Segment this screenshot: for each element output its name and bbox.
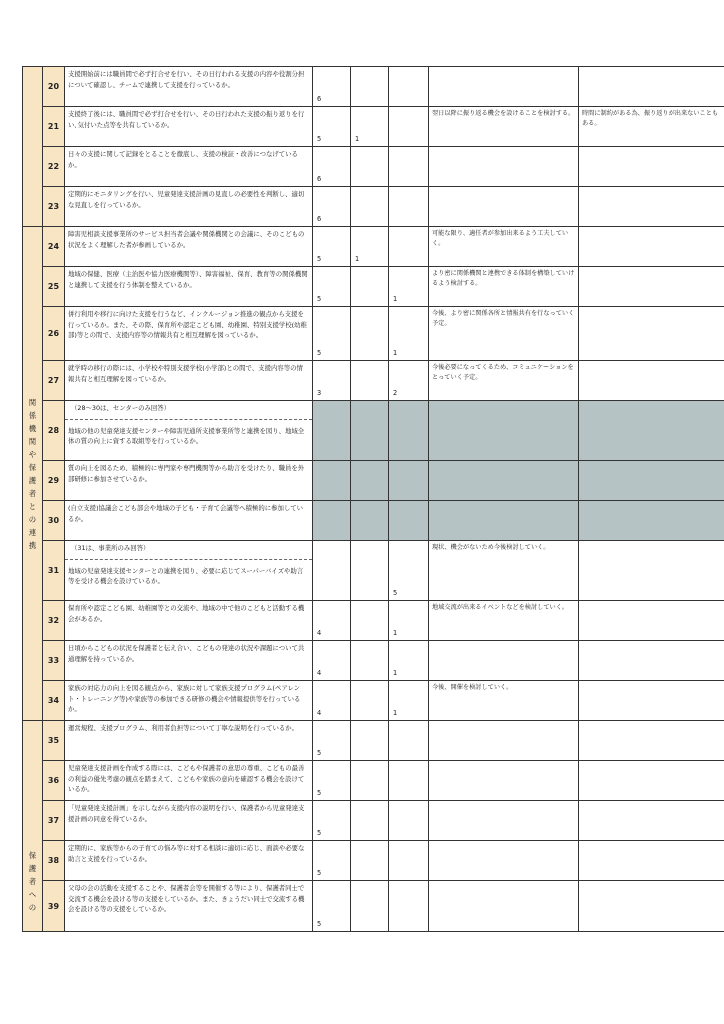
count-neutral	[351, 307, 389, 361]
row-number: 34	[43, 681, 65, 721]
question-text: 家族の対応力の向上を図る観点から、家族に対して家族支援プログラム(ペアレント・トレーニング等)や家族等の参加できる研修の機会や情報提供等を行っているか。	[68, 684, 301, 714]
row-number: 21	[43, 107, 65, 147]
table-row	[23, 681, 724, 721]
evaluation-table	[22, 66, 724, 932]
question-cell	[65, 541, 313, 601]
question-text: 質の向上を図るため、積極的に専門家や専門機関等から助言を受けたり、職員を外部研修に参加させているか。	[68, 464, 305, 483]
table-row	[23, 501, 724, 541]
improvement-comment	[429, 187, 579, 227]
question-text: 支援開始前には職員間で必ず打合せを行い、その日行われる支援の内容や役割分担について確認し、チームで連携して支援を行っているか。	[68, 70, 305, 89]
row-number: 35	[43, 721, 65, 761]
table-row	[23, 541, 724, 601]
count-neutral	[351, 541, 389, 601]
question-text: 地域の他の児童発達支援センターや障害児通所支援事業所等と連携を図り、地域全体の質の向上に資する取組等を行っているか。	[68, 426, 305, 446]
row-number: 30	[43, 501, 65, 541]
table-row	[23, 267, 724, 307]
row-number: 29	[43, 461, 65, 501]
count-yes	[313, 401, 351, 461]
category-relation	[23, 227, 43, 721]
table-row	[23, 601, 724, 641]
note-comment	[579, 67, 724, 107]
category-cell-blank	[23, 67, 43, 227]
category-parent-label: 保護者への	[28, 850, 37, 912]
table-row	[23, 107, 724, 147]
table-row	[23, 147, 724, 187]
count-no	[389, 401, 429, 461]
count-neutral	[351, 361, 389, 401]
count-neutral	[351, 147, 389, 187]
count-yes: 5	[313, 881, 351, 932]
note-comment	[579, 681, 724, 721]
row-number: 24	[43, 227, 65, 267]
count-yes: 6	[313, 187, 351, 227]
count-yes: 3	[313, 361, 351, 401]
table-row	[23, 641, 724, 681]
note-comment	[579, 761, 724, 801]
improvement-comment: 現状、機会がないため今後検討していく。	[429, 541, 579, 601]
question-text: 定期的にモニタリングを行い、児童発達支援計画の見直しの必要性を判断し、適切な見直しを行っているか。	[68, 190, 305, 209]
count-neutral	[351, 881, 389, 932]
question-cell	[65, 461, 313, 501]
count-neutral	[351, 761, 389, 801]
note-comment	[579, 801, 724, 841]
improvement-comment: 可能な限り、適任者が参加出来るよう工夫していく。	[429, 227, 579, 267]
note-comment	[579, 841, 724, 881]
improvement-comment: 翌日以降に振り返る機会を設けることを検討する。	[429, 107, 579, 147]
note-comment	[579, 881, 724, 932]
count-yes: 5	[313, 761, 351, 801]
count-no: 1	[389, 307, 429, 361]
improvement-comment	[429, 881, 579, 932]
count-no: 2	[389, 361, 429, 401]
count-no: 1	[389, 641, 429, 681]
count-no: 1	[389, 601, 429, 641]
note-comment	[579, 401, 724, 461]
count-yes: 4	[313, 601, 351, 641]
question-text: (自立支援)協議会こども部会や地域の子ども・子育て会議等へ積極的に参加しているか。	[68, 504, 304, 523]
row-number: 38	[43, 841, 65, 881]
count-yes: 5	[313, 801, 351, 841]
question-cell	[65, 147, 313, 187]
note-comment	[579, 187, 724, 227]
row-number: 27	[43, 361, 65, 401]
question-cell	[65, 227, 313, 267]
table-row	[23, 187, 724, 227]
question-cell	[65, 267, 313, 307]
category-parent	[23, 721, 43, 932]
count-neutral	[351, 641, 389, 681]
question-note: （31は、事業所のみ回答）	[65, 543, 312, 560]
question-cell	[65, 681, 313, 721]
improvement-comment	[429, 641, 579, 681]
improvement-comment	[429, 147, 579, 187]
question-text: 運営規程、支援プログラム、利用者負担等について丁寧な説明を行っているか。	[68, 724, 299, 732]
count-neutral	[351, 67, 389, 107]
improvement-comment	[429, 67, 579, 107]
question-cell	[65, 601, 313, 641]
row-number: 39	[43, 881, 65, 932]
table-row	[23, 67, 724, 107]
count-no	[389, 147, 429, 187]
improvement-comment	[429, 501, 579, 541]
table-row	[23, 401, 724, 461]
count-neutral: 1	[351, 107, 389, 147]
question-text: 支援終了後には、職員間で必ず打合せを行い、その日行われた支援の振り返りを行い､気付いた点等を共有しているか。	[68, 110, 305, 129]
count-neutral	[351, 721, 389, 761]
question-cell	[65, 361, 313, 401]
count-neutral	[351, 801, 389, 841]
count-no	[389, 881, 429, 932]
improvement-comment: 今後、開催を検討していく。	[429, 681, 579, 721]
count-yes: 5	[313, 267, 351, 307]
count-yes: 5	[313, 307, 351, 361]
question-text: 地域の児童発達支援センターとの連携を図り、必要に応じてスーパーバイズや助言等を受ける機会を設けているか。	[68, 566, 304, 586]
note-comment	[579, 307, 724, 361]
row-number: 22	[43, 147, 65, 187]
question-text: 児童発達支援計画を作成する際には、こどもや保護者の意思の尊重、こどもの最善の利益の優先考慮の観点を踏まえて、こどもや家族の意向を確認する機会を設けているか。	[68, 764, 305, 794]
note-comment	[579, 227, 724, 267]
count-no	[389, 67, 429, 107]
count-no: 5	[389, 541, 429, 601]
improvement-comment	[429, 801, 579, 841]
question-cell	[65, 721, 313, 761]
count-no	[389, 801, 429, 841]
count-yes	[313, 501, 351, 541]
count-yes: 6	[313, 147, 351, 187]
question-cell	[65, 801, 313, 841]
question-text: 併行利用や移行に向けた支援を行うなど、インクルージョン推進の観点から支援を行っているか。また、その際、保育所や認定こども園、幼稚園、特別支援学校(幼稚部)等との間で、支援内容等の情報共有と相互理解を図っているか。	[68, 310, 307, 340]
table-row	[23, 881, 724, 932]
table-row	[23, 761, 724, 801]
question-cell	[65, 187, 313, 227]
improvement-comment: 今後必要になってくるため、コミュニケーションをとっていく予定。	[429, 361, 579, 401]
question-text: 日頃からこどもの状況を保護者と伝え合い、こどもの発達の状況や課題について共通理解を持っているか。	[68, 644, 305, 663]
count-neutral	[351, 267, 389, 307]
count-yes: 4	[313, 641, 351, 681]
row-number: 20	[43, 67, 65, 107]
improvement-comment	[429, 761, 579, 801]
question-cell	[65, 881, 313, 932]
note-comment	[579, 601, 724, 641]
question-text: 日々の支援に関して記録をとることを徹底し、支援の検証・改善につなげているか。	[68, 150, 298, 169]
count-yes: 5	[313, 107, 351, 147]
count-yes: 5	[313, 227, 351, 267]
count-neutral	[351, 841, 389, 881]
count-neutral	[351, 501, 389, 541]
row-number: 33	[43, 641, 65, 681]
improvement-comment	[429, 721, 579, 761]
table-row	[23, 307, 724, 361]
row-number: 31	[43, 541, 65, 601]
note-comment	[579, 461, 724, 501]
row-number: 25	[43, 267, 65, 307]
improvement-comment: より密に関係機関と連携できる体制を構築していけるよう検討する。	[429, 267, 579, 307]
question-cell	[65, 67, 313, 107]
improvement-comment	[429, 841, 579, 881]
question-text: 定期的に、家族等からの子育ての悩み等に対する相談に適切に応じ、面談や必要な助言と支援を行っているか。	[68, 844, 305, 863]
count-neutral	[351, 681, 389, 721]
question-cell	[65, 107, 313, 147]
note-comment	[579, 147, 724, 187]
question-text: 「児童発達支援計画」を示しながら支援内容の説明を行い、保護者から児童発達支援計画の同意を得ているか。	[68, 804, 305, 823]
row-number: 23	[43, 187, 65, 227]
count-yes	[313, 461, 351, 501]
improvement-comment: 地域交流が出来るイベントなどを検討していく。	[429, 601, 579, 641]
count-no: 1	[389, 267, 429, 307]
note-comment	[579, 721, 724, 761]
row-number: 26	[43, 307, 65, 361]
count-yes: 5	[313, 721, 351, 761]
table-row	[23, 841, 724, 881]
count-yes	[313, 541, 351, 601]
question-cell	[65, 641, 313, 681]
question-text: 障害児相談支援事業所のサービス担当者会議や関係機関との会議に、そのこどもの状況をよく理解した者が参画しているか。	[68, 230, 305, 249]
improvement-comment: 今後、より密に関係各所と情報共有を行なっていく予定。	[429, 307, 579, 361]
note-comment	[579, 501, 724, 541]
table-row	[23, 721, 724, 761]
question-text: 就学時の移行の際には、小学校や特別支援学校(小学部)との間で、支援内容等の情報共有と相互理解を図っているか。	[68, 364, 303, 383]
count-yes: 5	[313, 841, 351, 881]
question-cell	[65, 841, 313, 881]
count-no	[389, 841, 429, 881]
count-yes: 6	[313, 67, 351, 107]
count-no	[389, 761, 429, 801]
row-number: 37	[43, 801, 65, 841]
count-neutral	[351, 461, 389, 501]
category-relation-label: 関係機関や保護者との連携	[28, 397, 37, 550]
table-row	[23, 461, 724, 501]
question-cell	[65, 307, 313, 361]
count-no	[389, 107, 429, 147]
count-neutral	[351, 601, 389, 641]
count-no	[389, 461, 429, 501]
row-number: 28	[43, 401, 65, 461]
count-neutral: 1	[351, 227, 389, 267]
question-cell	[65, 501, 313, 541]
question-cell	[65, 401, 313, 461]
count-no	[389, 501, 429, 541]
question-cell	[65, 761, 313, 801]
row-number: 32	[43, 601, 65, 641]
note-comment	[579, 541, 724, 601]
improvement-comment	[429, 401, 579, 461]
row-number: 36	[43, 761, 65, 801]
question-text: 父母の会の活動を支援することや、保護者会等を開催する等により、保護者同士で交流する機会を設ける等の支援をしているか。また、きょうだい同士で交流する機会を設ける等の支援をしているか。	[68, 884, 305, 914]
note-comment	[579, 267, 724, 307]
count-no	[389, 227, 429, 267]
improvement-comment	[429, 461, 579, 501]
note-comment	[579, 641, 724, 681]
count-no	[389, 187, 429, 227]
question-text: 保育所や認定こども園、幼稚園等との交流や、地域の中で他のこどもと活動する機会があるか。	[68, 604, 305, 623]
table-row	[23, 227, 724, 267]
note-comment	[579, 361, 724, 401]
question-note: （28～30は、センターのみ回答）	[65, 403, 312, 420]
question-text: 地域の保健、医療（主治医や協力医療機関等）、障害福祉、保育、教育等の関係機関と連携して支援を行う体制を整えているか。	[68, 270, 308, 289]
table-row	[23, 801, 724, 841]
count-no	[389, 721, 429, 761]
count-yes: 4	[313, 681, 351, 721]
count-neutral	[351, 187, 389, 227]
count-no: 1	[389, 681, 429, 721]
note-comment: 時間に制約がある為、振り返りが出来ないこともある。	[579, 107, 724, 147]
count-neutral	[351, 401, 389, 461]
table-row	[23, 361, 724, 401]
